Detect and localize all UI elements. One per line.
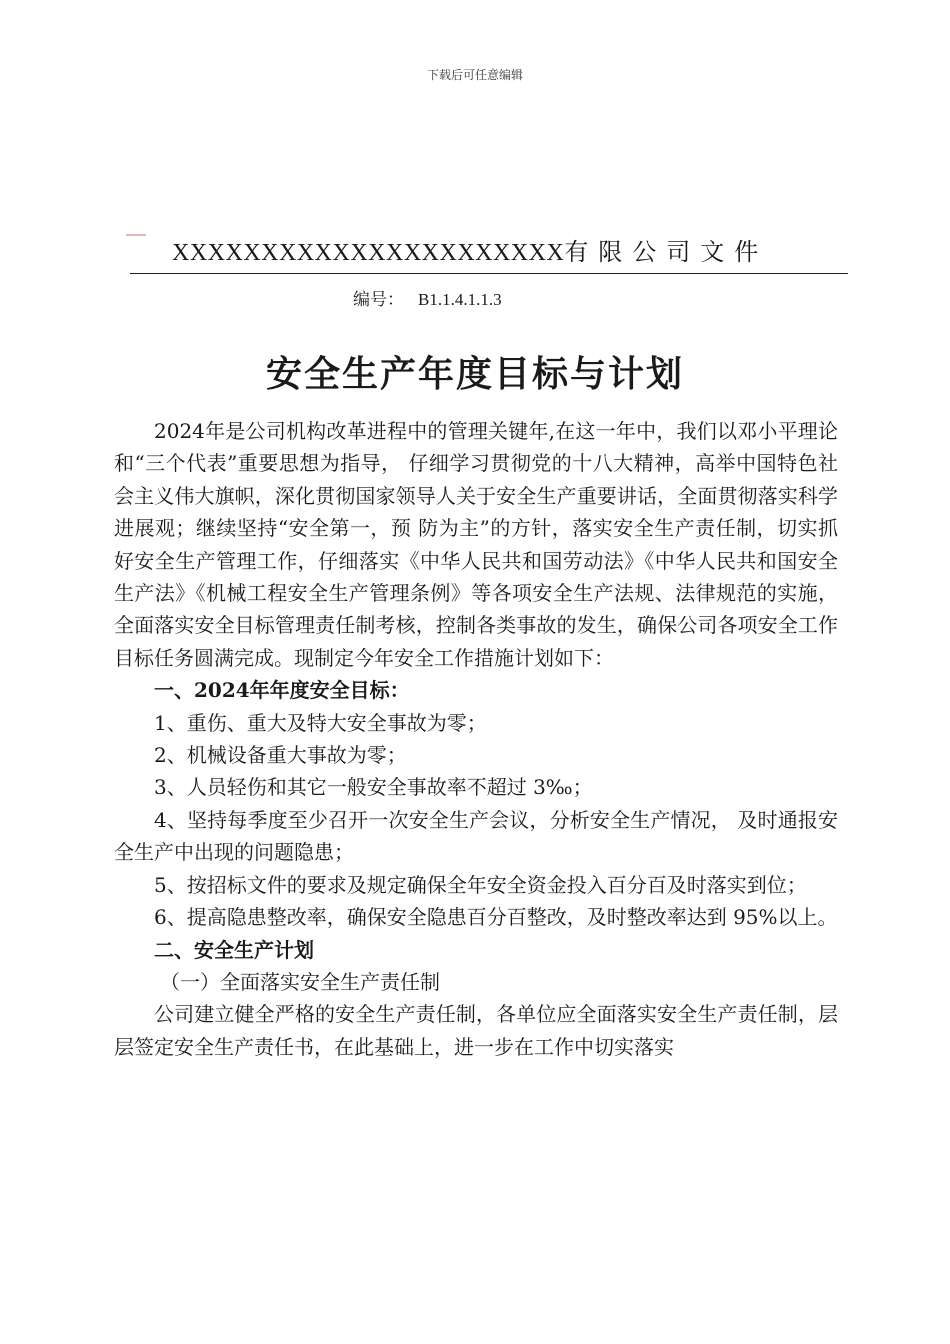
section-heading-goals: 一、2024年年度安全目标： <box>154 678 410 703</box>
document-number <box>353 285 502 310</box>
document-number-label: 编号： <box>353 290 404 309</box>
company-name-placeholder: XXXXXXXXXXXXXXXXXXXXXX <box>172 240 565 266</box>
document-number-value: B1.1.4.1.1.3 <box>418 290 502 309</box>
header-note: 下载后可任意编辑 <box>426 68 523 82</box>
header-rule <box>130 273 848 274</box>
company-suffix: 有限公司文件 <box>564 240 769 266</box>
goal-item: 5、按招标文件的要求及规定确保全年安全资金投入百分百及时落实到位； <box>154 872 807 897</box>
company-heading <box>172 232 768 267</box>
document-body <box>114 415 838 1063</box>
goal-item: 3、人员轻伤和其它一般安全事故率不超过 3‰； <box>154 775 593 800</box>
goal-item: 4、坚持每季度至少召开一次安全生产会议，分析安全生产情况， 及时通报安全生产中出现的问题隐患； <box>114 807 838 865</box>
document-title: 安全生产年度目标与计划 <box>265 353 684 395</box>
section-heading-plan: 二、安全生产计划 <box>154 937 314 962</box>
goal-item: 2、机械设备重大事故为零； <box>154 743 407 768</box>
goal-item: 1、重伤、重大及特大安全事故为零； <box>154 710 487 735</box>
subsection-paragraph: 公司建立健全严格的安全生产责任制，各单位应全面落实安全生产责任制，层层签定安全生产责任书，在此基础上，进一步在工作中切实落实 <box>114 1002 838 1059</box>
intro-paragraph: 2024年是公司机构改革进程中的管理关键年,在这一年中，我们以邓小平理论和“三个代表”重要思想为指导， 仔细学习贯彻党的十八大精神，高举中国特色社会主义伟大旗帜，深化贯彻国家领导人关于安全生产重要讲话，全面贯彻落实科学进展观；继续坚持“安全第一，预 防为主”的方针，落实安全生产责任制，切实抓好安全生产管理工作，仔细落实《中华人民共和国劳动法》《中华人民共和国安全生产法》《机械工程安全生产管理条例》等各项安全生产法规、法律规范的实施，全面落实安全目标管理责任制考核，控制各类事故的发生，确保公司各项安全工作目标任务圆满完成。现制定今年安全工作措施计划如下： <box>114 419 838 670</box>
stamp-mark <box>126 234 146 236</box>
goal-item: 6、提高隐患整改率，确保安全隐患百分百整改，及时整改率达到 95%以上。 <box>154 905 838 930</box>
subsection-heading: （一）全面落实安全生产责任制 <box>160 969 440 994</box>
